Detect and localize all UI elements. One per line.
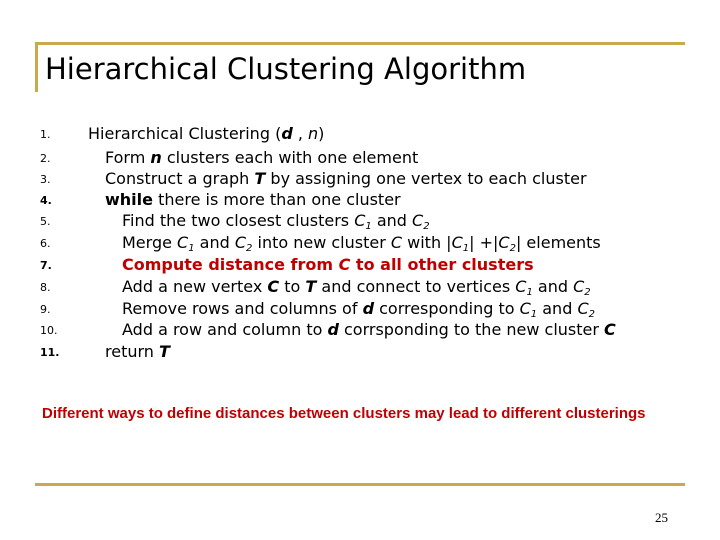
line-number: 3. xyxy=(40,173,51,186)
line-number: 8. xyxy=(40,281,51,294)
line-text-highlight: Compute distance from C to all other clusters xyxy=(122,255,534,274)
line-number: 10. xyxy=(40,324,58,337)
line-text: while there is more than one cluster xyxy=(105,190,401,209)
line-text: Add a new vertex C to T and connect to vertices $C_1$ and $C_2$ xyxy=(122,277,591,298)
line-number: 5. xyxy=(40,215,51,228)
title-accent-vertical xyxy=(35,42,38,92)
line-number: 2. xyxy=(40,152,51,165)
line-number: 1. xyxy=(40,128,51,141)
footnote: Different ways to define distances between clusters may lead to different clusterings xyxy=(42,405,646,422)
line-text: Merge $C_1$ and $C_2$ into new cluster C with $|C_1| +|C_2|$ elements xyxy=(122,233,601,254)
line-number: 6. xyxy=(40,237,51,250)
line-text: Remove rows and columns of d corresponding to $C_1$ and $C_2$ xyxy=(122,299,595,320)
line-number: 4. xyxy=(40,194,52,207)
slide-title: Hierarchical Clustering Algorithm xyxy=(45,52,527,86)
line-number: 7. xyxy=(40,259,52,272)
footer-divider xyxy=(35,483,685,486)
page-number: 25 xyxy=(655,510,668,525)
line-text: Form n clusters each with one element xyxy=(105,148,419,167)
line-number: 11. xyxy=(40,346,60,359)
line-text: Construct a graph T by assigning one vertex to each cluster xyxy=(105,169,587,188)
line-text: Find the two closest clusters $C_1$ and $C_2$ xyxy=(122,211,430,232)
line-number: 9. xyxy=(40,303,51,316)
line-text: Hierarchical Clustering (d , n) xyxy=(88,124,325,143)
line-text: return T xyxy=(105,342,170,361)
title-accent-horizontal xyxy=(35,42,685,45)
line-text: Add a row and column to d corrsponding to the new cluster C xyxy=(122,320,616,339)
